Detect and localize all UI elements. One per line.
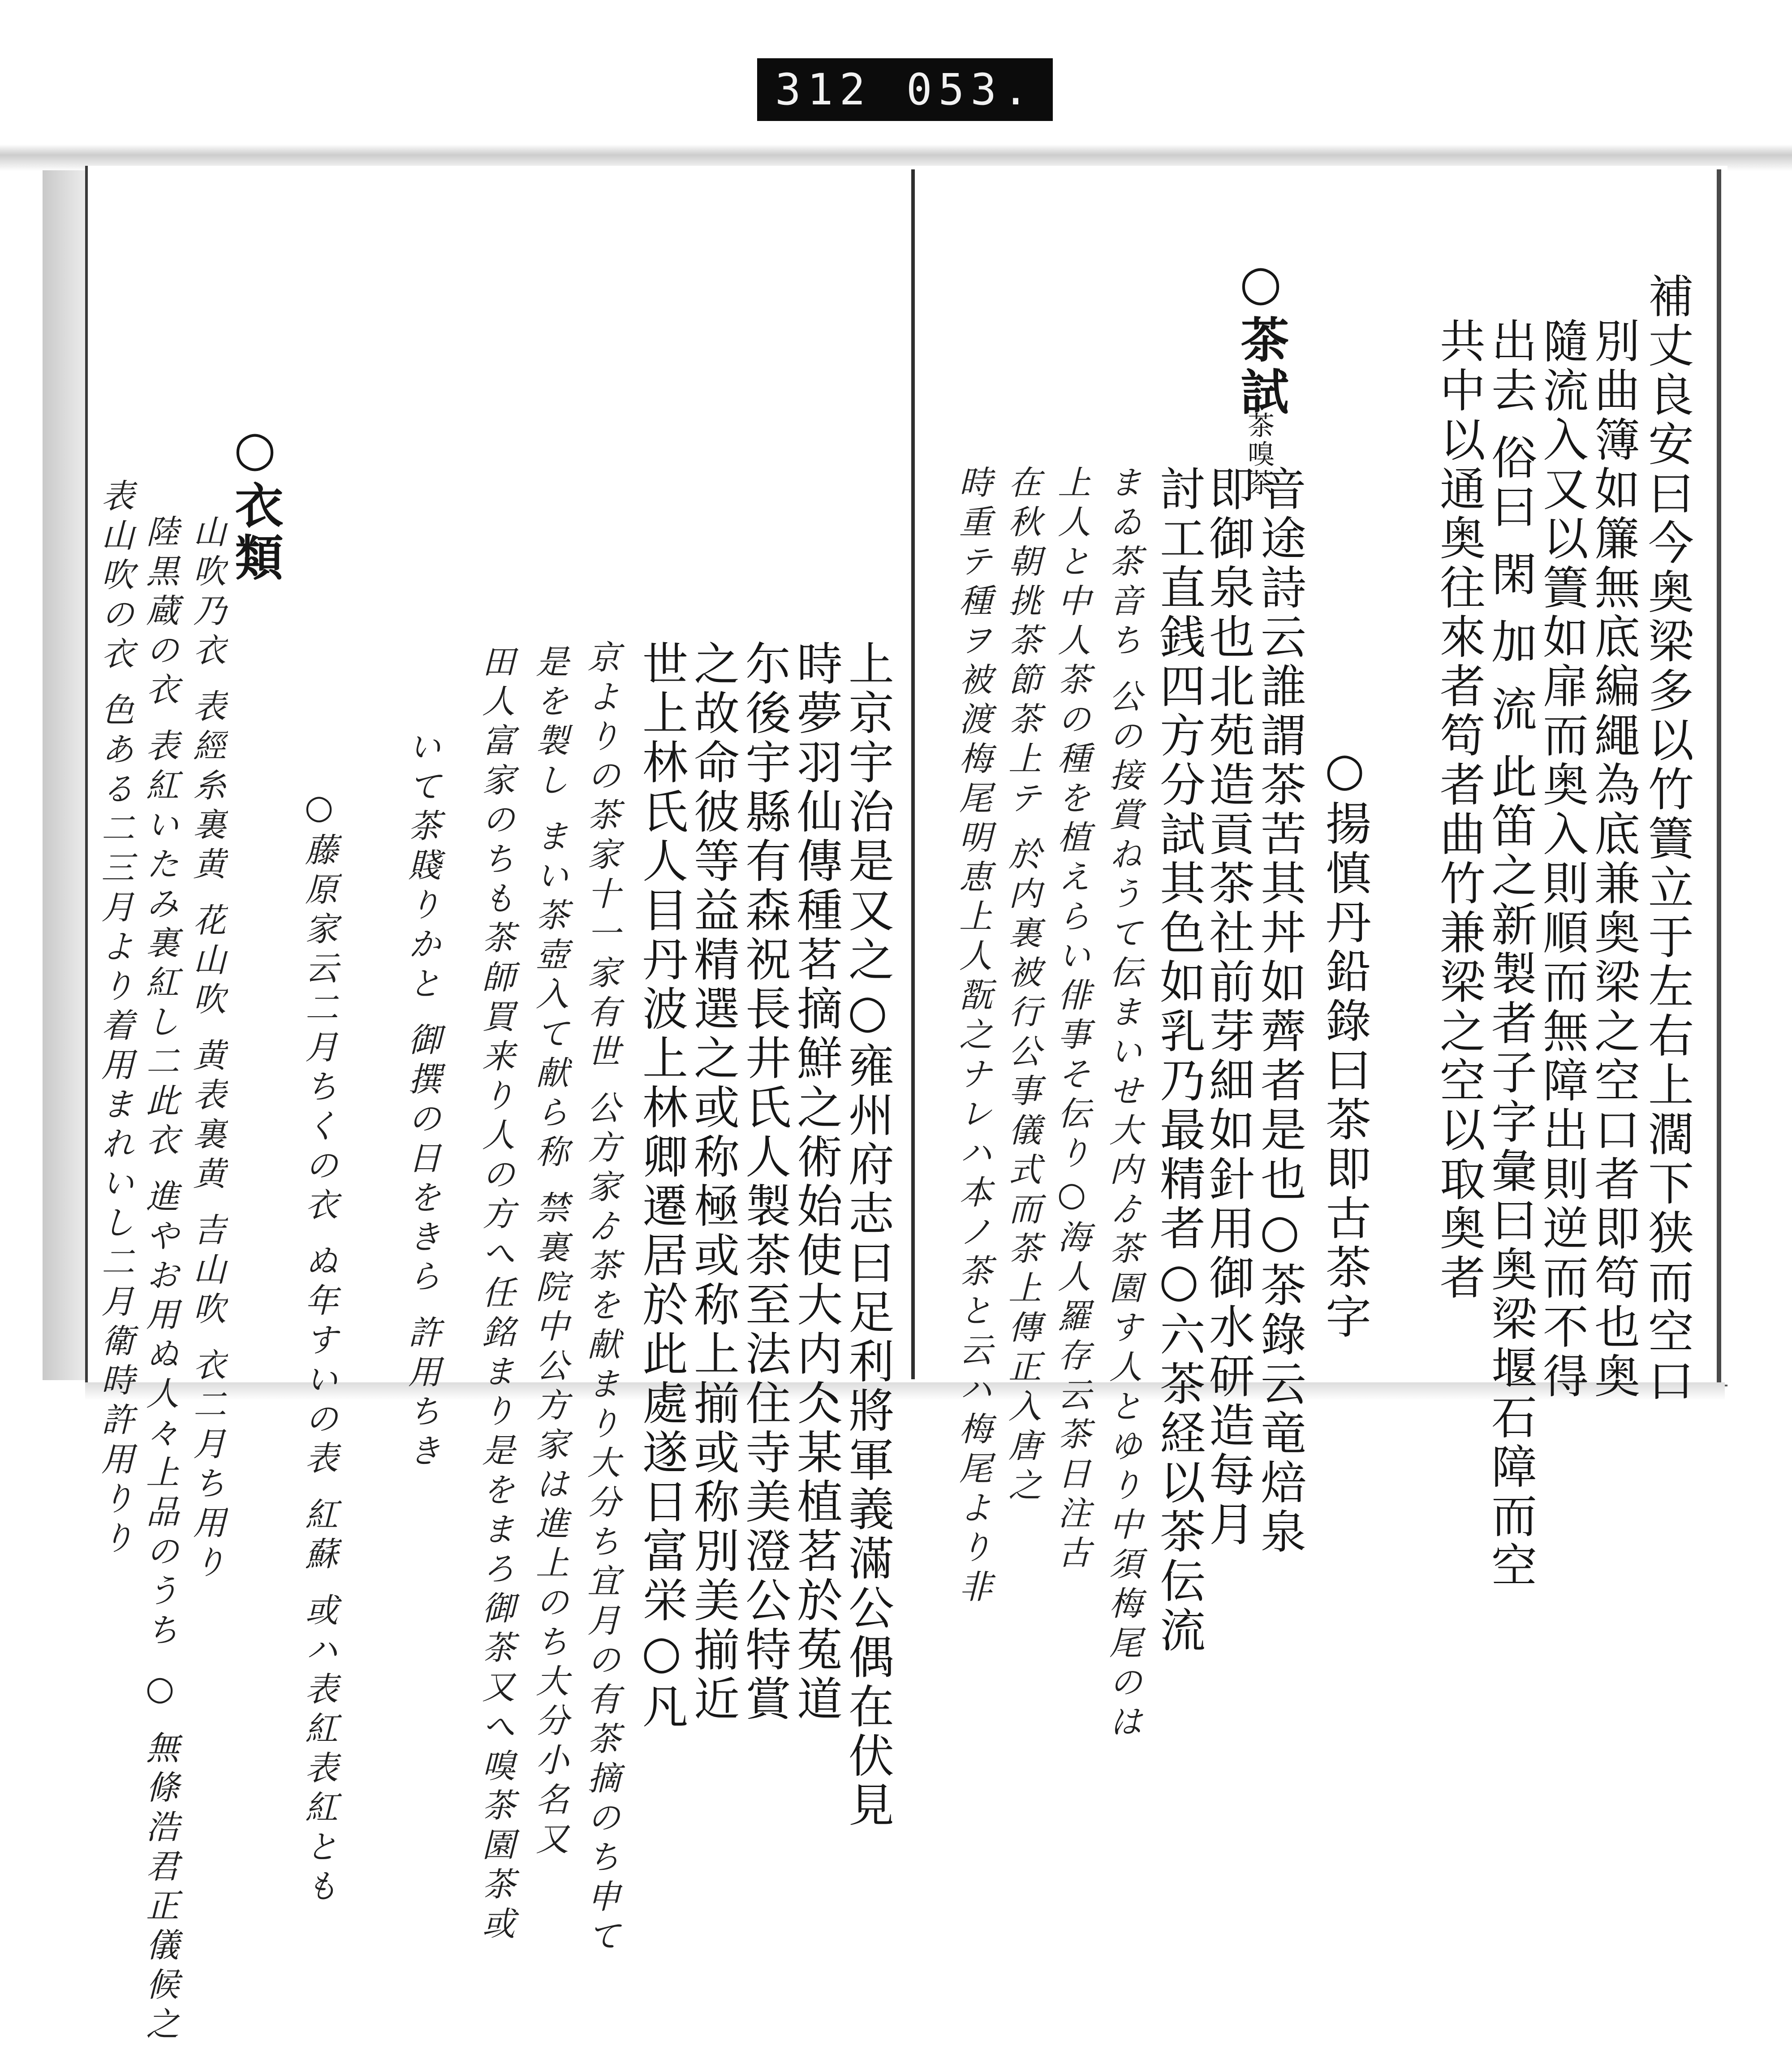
yang-shen-citation: ○揚慎丹鉛錄曰茶即古茶字 <box>1318 743 1371 1342</box>
text-column: 尓後宇縣有森祝長井氏人製茶至法住寺美澄公特賞 <box>738 640 791 1724</box>
cursive-column: いて茶賤りかと 御撰の日をきら 許用ちき <box>403 729 441 1473</box>
text-column: 出去 俗曰 閑 加 流 此笛之新製者子字彙曰奥梁堰石障而空 <box>1484 317 1537 1591</box>
fujiwara-entry: ○藤原家云二月ちくの衣 ぬ年すいの表 紅蘇 或ハ表紅表紅とも <box>300 788 338 1908</box>
text-column: 上京宇治是又之○雍州府志曰足利將軍義滿公偶在伏見 <box>841 640 894 1830</box>
reel-number: 312 <box>775 65 872 115</box>
text-column: 即御泉也北苑造貢茶社前芽細如針用御水研造每月 <box>1202 465 1255 1550</box>
cursive-column: 田人富家のちも茶師買来り人の方へ任銘まり是をまろ御茶又へ嗅茶園茶或 <box>477 644 515 1946</box>
frame-index: 053. <box>906 65 1035 115</box>
left-page <box>96 169 916 2046</box>
text-column: 補丈良安曰今奥梁多以竹簀立于左右上濶下狭而空口 <box>1641 272 1694 1406</box>
text-column: 共中以通奥往來者笱者曲竹兼梁之空以取奥者 <box>1432 317 1486 1303</box>
cursive-column: 時重テ種ヲ被渡梅尾明恵上人翫之ナレハ本ノ茶と云ハ梅尾より非 <box>954 465 992 1609</box>
cursive-column: 陸黒蔵の衣 表紅いたみ裏紅し二此衣 進やお用ぬ人々上品のうち ○ 無條浩君正儀候之 <box>141 514 179 2046</box>
text-column: 別曲簿如簾無底編繩為底兼奥梁之空口者即笱也奥 <box>1587 317 1640 1402</box>
tea-heading-note: 茶嗅茶 <box>1243 411 1275 497</box>
cursive-column: 山吹乃衣 表經糸裏黄 花山吹 黄表裏黄 吉山吹 衣二月ち用り <box>188 514 226 1584</box>
cursive-column: 表山吹の衣 色ある二三月より着用まれいし二月衛時許用りり <box>96 479 134 1560</box>
book-right-edge <box>1717 169 1721 1384</box>
text-column: 音途詩云誰謂茶苦其丼如薺者是也○茶錄云竜焙泉 <box>1253 465 1306 1557</box>
cursive-column: 上人と中人茶の種を植えらい俳事そ伝り○海人羅存云茶日注古 <box>1052 465 1091 1575</box>
cursive-column: 在秋朝挑茶節茶上テ 於内裏被行公事儀式而茶上傳正入唐之 <box>1003 465 1042 1507</box>
text-column: 討工直銭四方分試其色如乳乃最精者○六茶経以茶伝流 <box>1152 465 1206 1656</box>
text-column: 隨流入又以簀如扉而奥入則順而無障出則逆而不得 <box>1535 317 1589 1402</box>
cursive-column: 京よりの茶家十一家有世 公方家ゟ茶を献まり大分ち宜月の有茶摘のち申て <box>582 640 620 1958</box>
text-column: 之故命彼等益精選之或称極或称上揃或称別美揃近 <box>686 640 740 1724</box>
text-column: 世上林氏人目丹波上林卿遷居於此處遂日富栄○凡 <box>635 640 688 1732</box>
microfilm-frame-number <box>757 58 1053 121</box>
clothing-section-heading: ○衣類 <box>227 420 283 584</box>
right-page <box>918 169 1716 1744</box>
cursive-column: 是を製し まい茶壺入て献ら称 禁裏院中公方家は進上のち大分小名又 <box>530 644 569 1861</box>
text-column: 時夢羽仙傳種茗摘鮮之術始使大内仌某植茗於菟道 <box>789 640 843 1724</box>
tea-section-heading: ○茶試 <box>1232 255 1289 419</box>
cursive-column: まゐ茶音ち 公の接賞ねうて伝まいせ大内ゟ茶園す人とゆり中須梅尾のは <box>1104 465 1142 1744</box>
